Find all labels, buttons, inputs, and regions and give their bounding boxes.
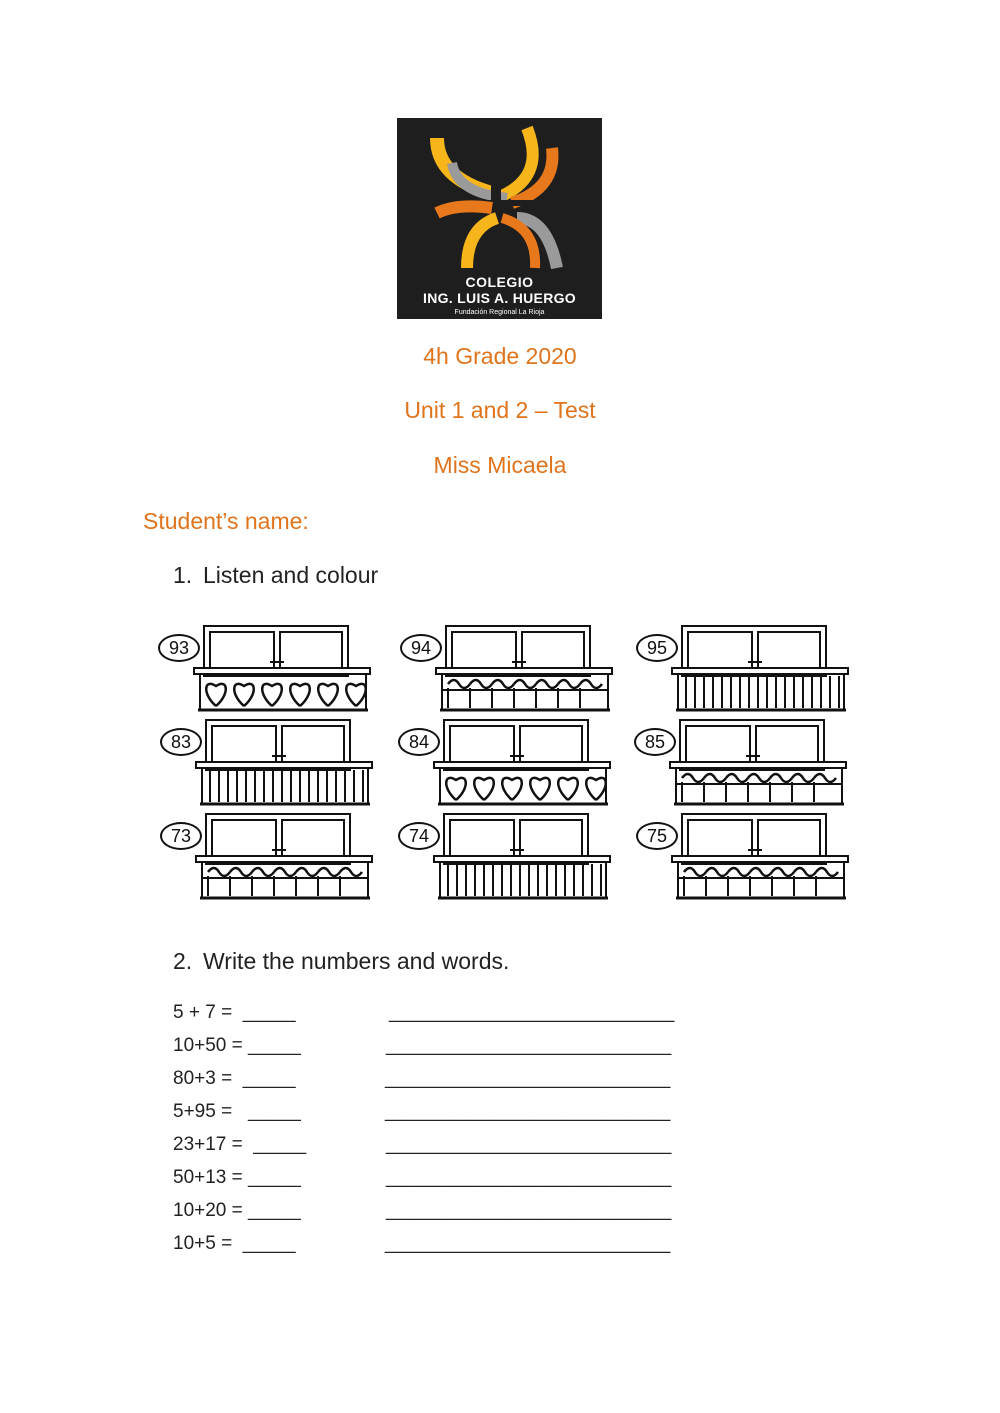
exercise-row: [173, 1035, 693, 1065]
exercise-row: [173, 1233, 693, 1263]
logo-emblem-icon: [397, 118, 602, 278]
section-1-title: [173, 562, 378, 589]
balcony-85[interactable]: [634, 716, 854, 812]
logo-text-school-name: ING. LUIS A. HUERGO: [423, 290, 576, 306]
balcony-number-label: 73: [160, 822, 202, 850]
exercise-expression[interactable]: 10+20 = _____: [173, 1200, 301, 1221]
exercise-expression[interactable]: 5+95 = _____: [173, 1101, 301, 1122]
exercise-expression[interactable]: 10+50 = _____: [173, 1035, 301, 1056]
exercise-words-line[interactable]: ___________________________: [385, 1233, 671, 1254]
exercise-words-line[interactable]: ___________________________: [386, 1134, 672, 1155]
exercise-row: [173, 1068, 693, 1098]
balcony-73[interactable]: [160, 810, 380, 906]
exercise-expression[interactable]: 10+5 = _____: [173, 1233, 296, 1254]
logo-text-colegio: COLEGIO: [465, 274, 534, 290]
logo-text-foundation: Fundación Regional La Rioja: [454, 309, 545, 316]
section-2-title: [173, 948, 509, 975]
balcony-number-label: 93: [158, 634, 200, 662]
exercise-words-line[interactable]: ___________________________: [385, 1068, 671, 1089]
exercise-row: [173, 1101, 693, 1131]
balcony-75[interactable]: [636, 810, 856, 906]
exercise-expression[interactable]: 5 + 7 = _____: [173, 1002, 296, 1023]
exercise-row: [173, 1134, 693, 1164]
balcony-number-label: 95: [636, 634, 678, 662]
section-1-number: 1.: [173, 562, 193, 588]
section-2-text: Write the numbers and words.: [203, 948, 510, 974]
exercise-words-line[interactable]: ___________________________: [389, 1002, 675, 1023]
balcony-number-label: 84: [398, 728, 440, 756]
balcony-93[interactable]: [158, 622, 378, 718]
exercise-expression[interactable]: 50+13 = _____: [173, 1167, 301, 1188]
school-logo: [397, 118, 602, 319]
student-name-label: Student’s name:: [143, 508, 309, 534]
balcony-number-label: 75: [636, 822, 678, 850]
balcony-94[interactable]: [400, 622, 620, 718]
balcony-number-label: 94: [400, 634, 442, 662]
balcony-83[interactable]: [160, 716, 380, 812]
balcony-number-label: 85: [634, 728, 676, 756]
exercise-row: [173, 1167, 693, 1197]
exercise-words-line[interactable]: ___________________________: [385, 1101, 671, 1122]
exercise-words-line[interactable]: ___________________________: [386, 1200, 672, 1221]
teacher-heading: Miss Micaela: [433, 452, 567, 478]
exercise-words-line[interactable]: ___________________________: [386, 1035, 672, 1056]
balcony-number-label: 74: [398, 822, 440, 850]
exercise-expression[interactable]: 23+17 = _____: [173, 1134, 307, 1155]
section-1-text: Listen and colour: [203, 562, 379, 588]
exercise-row: [173, 1200, 693, 1230]
section-2-number: 2.: [173, 948, 193, 974]
balcony-74[interactable]: [398, 810, 618, 906]
exercise-row: [173, 1002, 693, 1032]
exercise-expression[interactable]: 80+3 = _____: [173, 1068, 296, 1089]
balcony-95[interactable]: [636, 622, 856, 718]
exercise-words-line[interactable]: ___________________________: [386, 1167, 672, 1188]
grade-heading: 4h Grade 2020: [423, 343, 577, 369]
unit-heading: Unit 1 and 2 – Test: [404, 397, 596, 423]
balcony-84[interactable]: [398, 716, 618, 812]
balcony-number-label: 83: [160, 728, 202, 756]
